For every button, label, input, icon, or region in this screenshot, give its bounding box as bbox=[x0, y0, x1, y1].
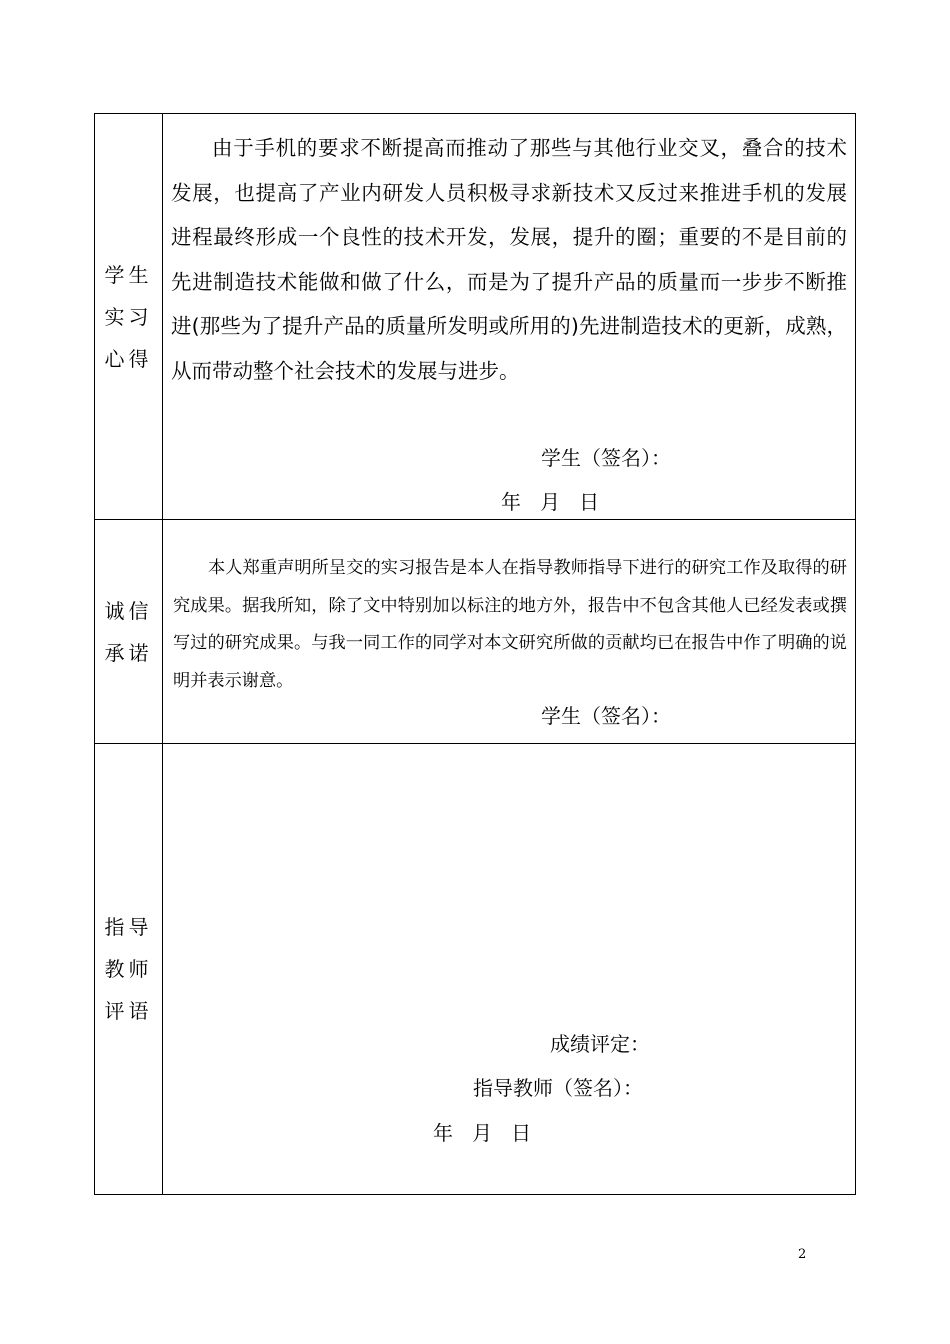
reflection-date-label: 年 月 日 bbox=[501, 490, 600, 514]
reflection-label-line-2: 实习 bbox=[104, 304, 153, 329]
grade-evaluation-label: 成绩评定： bbox=[550, 1032, 650, 1056]
pledge-student-signature-label: 学生（签名）： bbox=[541, 704, 671, 728]
advisor-comments-content-cell bbox=[163, 744, 856, 1195]
advisor-comments-label-line-2: 教师 bbox=[104, 957, 153, 981]
integrity-pledge-row bbox=[95, 520, 856, 744]
integrity-pledge-label-cell bbox=[95, 520, 163, 744]
advisor-comments-row bbox=[95, 744, 856, 1195]
page-number: 2 bbox=[798, 1247, 807, 1262]
advisor-comments-label-line-1: 指导 bbox=[104, 915, 153, 939]
integrity-pledge-text: 本人郑重声明所呈交的实习报告是本人在指导教师指导下进行的研究工作及取得的研究成果。据我所知，除了文中特别加以标注的地方外，报告中不包含其他人已经发表或撰写过的研究成果。与我一同工作的同学对本文研究所做的贡献均已在报告中作了明确的说明并表示谢意。 bbox=[173, 558, 847, 691]
integrity-pledge-label-line-1: 诚信 bbox=[104, 598, 153, 623]
integrity-pledge-content-cell bbox=[163, 520, 856, 744]
advisor-comments-label-cell bbox=[95, 744, 163, 1195]
reflection-label-line-1: 学生 bbox=[104, 262, 153, 287]
reflection-text: 由于手机的要求不断提高而推动了那些与其他行业交叉，叠合的技术发展，也提高了产业内研发人员积极寻求新技术又反过来推进手机的发展进程最终形成一个良性的技术开发，发展，提升的圈；重要的不是目前的先进制造技术能做和做了什么，而是为了提升产品的质量而一步步不断推进(那些为了提升产品的质量所发明或所用的)先进制造技术的更新，成熟，从而带动整个社会技术的发展与进步。 bbox=[171, 136, 847, 383]
advisor-comments-label-line-3: 评语 bbox=[104, 999, 153, 1023]
reflection-student-signature-label: 学生（签名）： bbox=[541, 446, 671, 470]
integrity-pledge-label-line-2: 承诺 bbox=[104, 640, 153, 665]
reflection-content-cell bbox=[163, 114, 856, 520]
advisor-date-label: 年 月 日 bbox=[433, 1121, 532, 1145]
reflection-row bbox=[95, 114, 856, 520]
reflection-label-line-3: 心得 bbox=[104, 346, 153, 371]
internship-form-table bbox=[94, 113, 856, 1195]
reflection-label-cell bbox=[95, 114, 163, 520]
advisor-signature-label: 指导教师（签名）： bbox=[473, 1076, 643, 1100]
